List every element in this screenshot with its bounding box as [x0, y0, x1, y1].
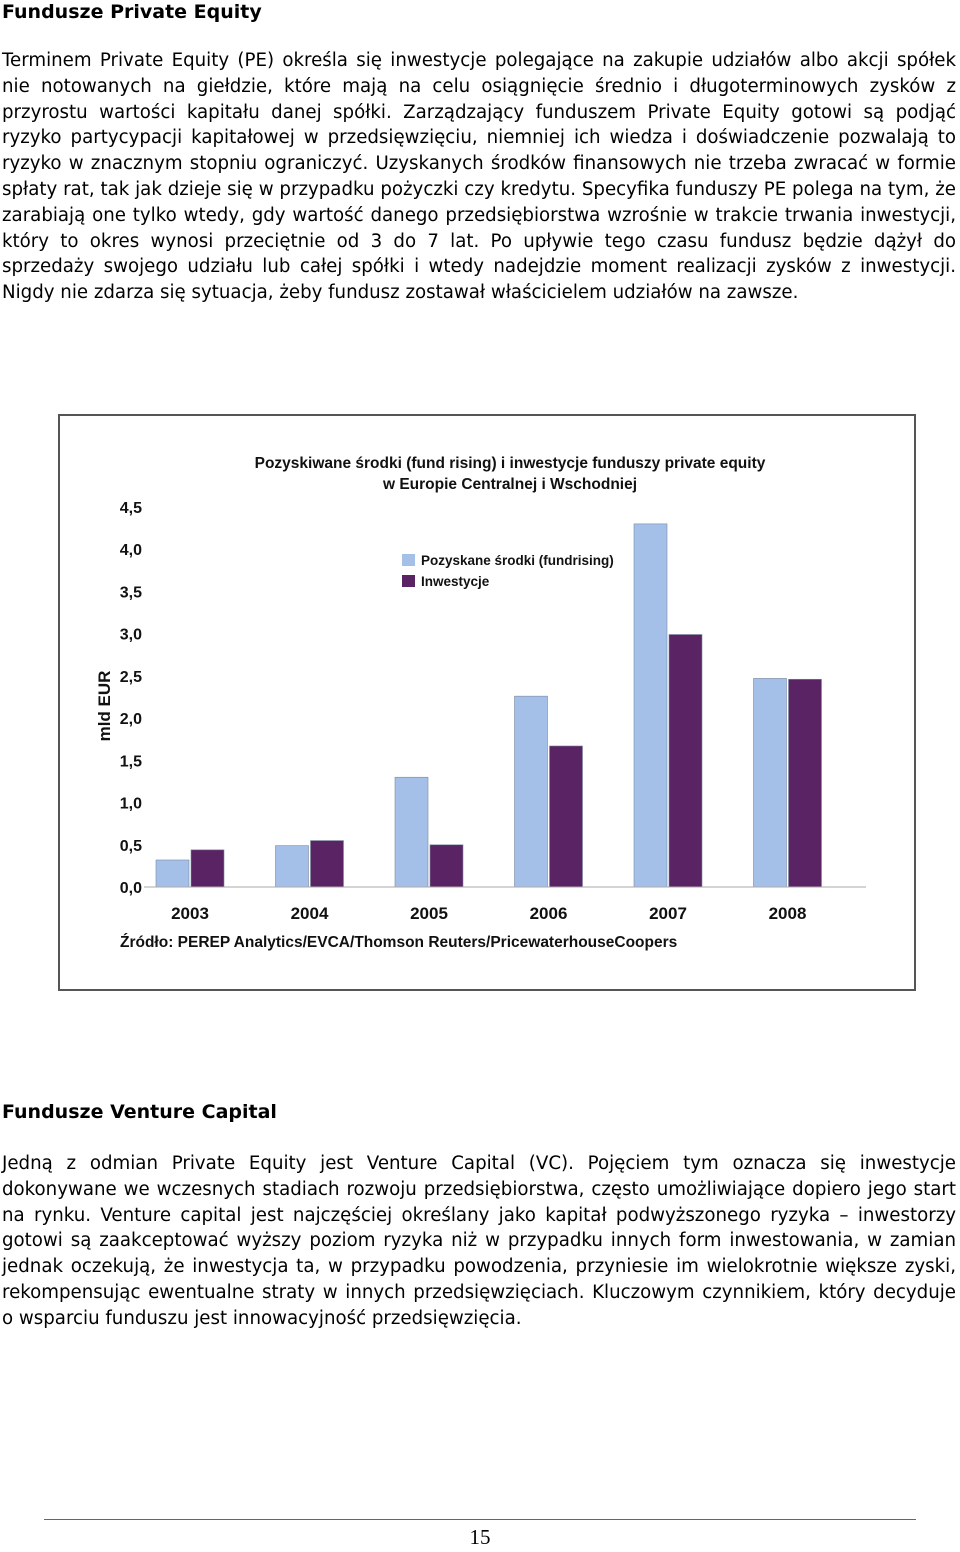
- bar-fundraising: [156, 860, 189, 887]
- paragraph-venture-capital: Jedną z odmian Private Equity jest Venture Capital (VC). Pojęciem tym oznacza się inwestycje dokonywane we wczesnych stadiach rozwoju przedsiębiorstwa, często umożliwiające dopiero jego start na rynku. Venture capital jest najczęściej określany jako kapitał podwyższonego ryzyka – inwestorzy gotowi są zaakceptować wyższy poziom ryzyka niż w przypadku innych form inwestowania, w zamian jednak oczekują, że inwestycja ta, w przypadku powodzenia, przyniesie im wielokrotnie większe zyski, rekompensując ewentualne straty w innych przedsięwzięciach. Kluczowym czynnikiem, który decyduje o wsparciu funduszu jest innowacyjność przedsięwzięcia.: [2, 1153, 956, 1329]
- bar-chart: [60, 416, 914, 989]
- x-tick-label: 2005: [410, 904, 448, 923]
- bar-fundraising: [515, 696, 548, 887]
- bar-investments: [550, 746, 583, 887]
- legend-label-investments: Inwestycje: [421, 574, 490, 589]
- paragraph-private-equity: Terminem Private Equity (PE) określa się inwestycje polegające na zakupie udziałów albo akcji spółek nie notowanych na giełdzie, które mają na celu osiągnięcie średnio i długoterminowych zysków z przyrostu wartości kapitału danej spółki. Zarządzający funduszem Private Equity gotowi są podjąć ryzyko partycypacji kapitałowej w przedsięwzięciu, niemniej ich wiedza i doświadczenie pozwalają to ryzyko w znacznym stopniu ograniczyć. Uzyskanych środków finansowych nie trzeba zwracać w formie spłaty rat, tak jak dzieje się w przypadku pożyczki czy kredytu. Specyfika funduszy PE polega na tym, że zarabiają one tylko wtedy, gdy wartość danego przedsiębiorstwa wzrośnie w trakcie trwania inwestycji, który to okres wynosi przeciętnie od 3 do 7 lat. Po upływie tego czasu fundusz będzie dążył do sprzedaży swojego udziału lub całej spółki i wtedy nadejdzie moment realizacji zysków z inwestycji. Nigdy nie zdarza się sytuacja, żeby fundusz zostawał właścicielem udziałów na zawsze.: [2, 50, 956, 304]
- y-tick-label: 3,5: [119, 584, 142, 602]
- chart-title-line2: w Europie Centralnej i Wschodniej: [382, 476, 638, 493]
- chart-source: Źródło: PEREP Analytics/EVCA/Thomson Reuters/PricewaterhouseCoopers: [120, 934, 678, 951]
- bar-investments: [430, 845, 463, 887]
- y-tick-label: 4,0: [119, 542, 142, 560]
- bar-fundraising: [754, 678, 787, 887]
- x-tick-label: 2004: [290, 904, 329, 923]
- bar-fundraising: [395, 777, 428, 887]
- x-tick-label: 2003: [171, 904, 209, 923]
- y-tick-label: 2,0: [119, 711, 142, 729]
- chart-frame: [58, 414, 916, 991]
- footer-divider: [44, 1519, 916, 1520]
- legend-swatch-fundraising: [402, 554, 415, 566]
- y-tick-label: 0,0: [119, 880, 142, 897]
- y-axis-label: mld EUR: [95, 670, 114, 742]
- section-heading-private-equity: Fundusze Private Equity: [2, 1, 262, 23]
- y-tick-label: 1,5: [119, 753, 142, 771]
- x-tick-label: 2006: [529, 904, 568, 923]
- x-tick-label: 2007: [649, 904, 687, 923]
- legend-swatch-investments: [402, 575, 415, 587]
- section-heading-venture-capital: Fundusze Venture Capital: [2, 1101, 277, 1123]
- bar-investments: [789, 679, 822, 887]
- y-tick-label: 3,0: [119, 626, 142, 644]
- y-tick-label: 2,5: [119, 668, 142, 686]
- bar-investments: [191, 850, 224, 887]
- chart-title-line1: Pozyskiwane środki (fund rising) i inwestycje funduszy private equity: [254, 455, 766, 472]
- page-number: 15: [469, 1525, 491, 1549]
- bar-fundraising: [276, 846, 309, 887]
- y-tick-label: 1,0: [119, 795, 142, 813]
- bar-fundraising: [634, 524, 667, 887]
- y-tick-label: 0,5: [119, 837, 142, 855]
- bar-investments: [669, 635, 702, 887]
- x-tick-label: 2008: [768, 904, 807, 923]
- bar-investments: [311, 841, 344, 887]
- legend-label-fundraising: Pozyskane środki (fundrising): [421, 553, 614, 568]
- y-tick-label: 4,5: [119, 500, 142, 517]
